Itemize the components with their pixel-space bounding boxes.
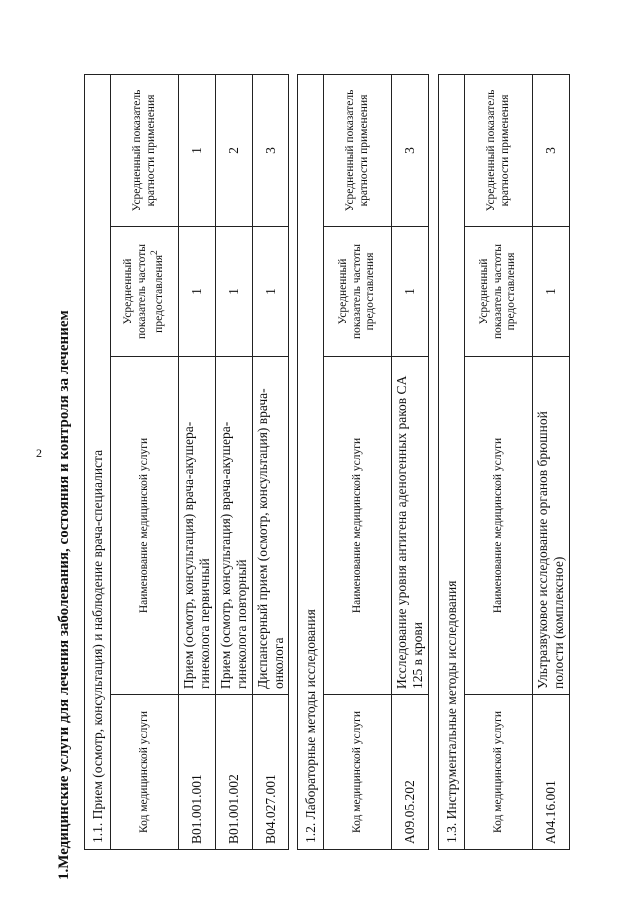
service-name: Диспансерный прием (осмотр, консультация) врача-онколога bbox=[253, 357, 289, 695]
header-frequency-text: Усредненный показатель частоты предоставления bbox=[121, 244, 166, 339]
header-name: Наименование медицинской услуги bbox=[324, 357, 392, 695]
section-title: 1.3. Инструментальные методы исследования bbox=[439, 74, 465, 849]
service-name: Исследование уровня антигена аденогенных раков CA 125 в крови bbox=[392, 357, 429, 695]
service-name: Прием (осмотр, консультация) врача-акушера-гинеколога первичный bbox=[179, 357, 216, 695]
section-title: 1.2. Лабораторные методы исследования bbox=[298, 74, 324, 849]
header-frequency bbox=[111, 227, 179, 357]
table-row bbox=[179, 74, 216, 849]
table-header bbox=[465, 74, 533, 849]
table-row bbox=[216, 74, 253, 849]
header-code: Код медицинской услуги bbox=[111, 695, 179, 850]
header-code: Код медицинской услуги bbox=[465, 695, 533, 850]
service-code: A04.16.001 bbox=[533, 695, 570, 850]
service-frequency: 1 bbox=[533, 227, 570, 357]
header-name: Наименование медицинской услуги bbox=[111, 357, 179, 695]
header-frequency: Усредненный показатель частоты предоставления bbox=[324, 227, 392, 357]
table-instrumental bbox=[438, 74, 570, 850]
table-row bbox=[392, 74, 429, 849]
header-multiplicity: Усредненный показатель кратности применения bbox=[465, 74, 533, 226]
rotated-page-content bbox=[50, 60, 610, 880]
service-multiplicity: 3 bbox=[533, 74, 570, 226]
table-header bbox=[324, 74, 392, 849]
service-frequency: 1 bbox=[216, 227, 253, 357]
service-frequency: 1 bbox=[392, 227, 429, 357]
service-multiplicity: 3 bbox=[392, 74, 429, 226]
table-laboratory bbox=[297, 74, 429, 850]
table-header bbox=[111, 74, 179, 849]
section-title: 1.1. Прием (осмотр, консультация) и наблюдение врача-специалиста bbox=[85, 74, 111, 849]
service-multiplicity: 3 bbox=[253, 74, 289, 226]
service-code: B01.001.002 bbox=[216, 695, 253, 850]
header-code: Код медицинской услуги bbox=[324, 695, 392, 850]
header-frequency: Усредненный показатель частоты предоставления bbox=[465, 227, 533, 357]
table-consultations bbox=[84, 74, 289, 850]
service-frequency: 1 bbox=[179, 227, 216, 357]
service-name: Ультразвуковое исследование органов брюшной полости (комплексное) bbox=[533, 357, 570, 695]
header-multiplicity: Усредненный показатель кратности применения bbox=[111, 74, 179, 226]
service-code: B01.001.001 bbox=[179, 695, 216, 850]
service-frequency: 1 bbox=[253, 227, 289, 357]
table-row bbox=[533, 74, 570, 849]
footnote-mark: 2 bbox=[149, 250, 161, 255]
section-heading: 1.Медицинские услуги для лечения заболевания, состояния и контроля за лечением bbox=[56, 310, 72, 880]
service-multiplicity: 1 bbox=[179, 74, 216, 226]
service-code: B04.027.001 bbox=[253, 695, 289, 850]
page-number: 2 bbox=[36, 446, 42, 460]
service-multiplicity: 2 bbox=[216, 74, 253, 226]
header-multiplicity: Усредненный показатель кратности применения bbox=[324, 74, 392, 226]
service-name: Прием (осмотр, консультация) врача-акушера-гинеколога повторный bbox=[216, 357, 253, 695]
service-code: A09.05.202 bbox=[392, 695, 429, 850]
header-name: Наименование медицинской услуги bbox=[465, 357, 533, 695]
table-row bbox=[253, 74, 289, 849]
